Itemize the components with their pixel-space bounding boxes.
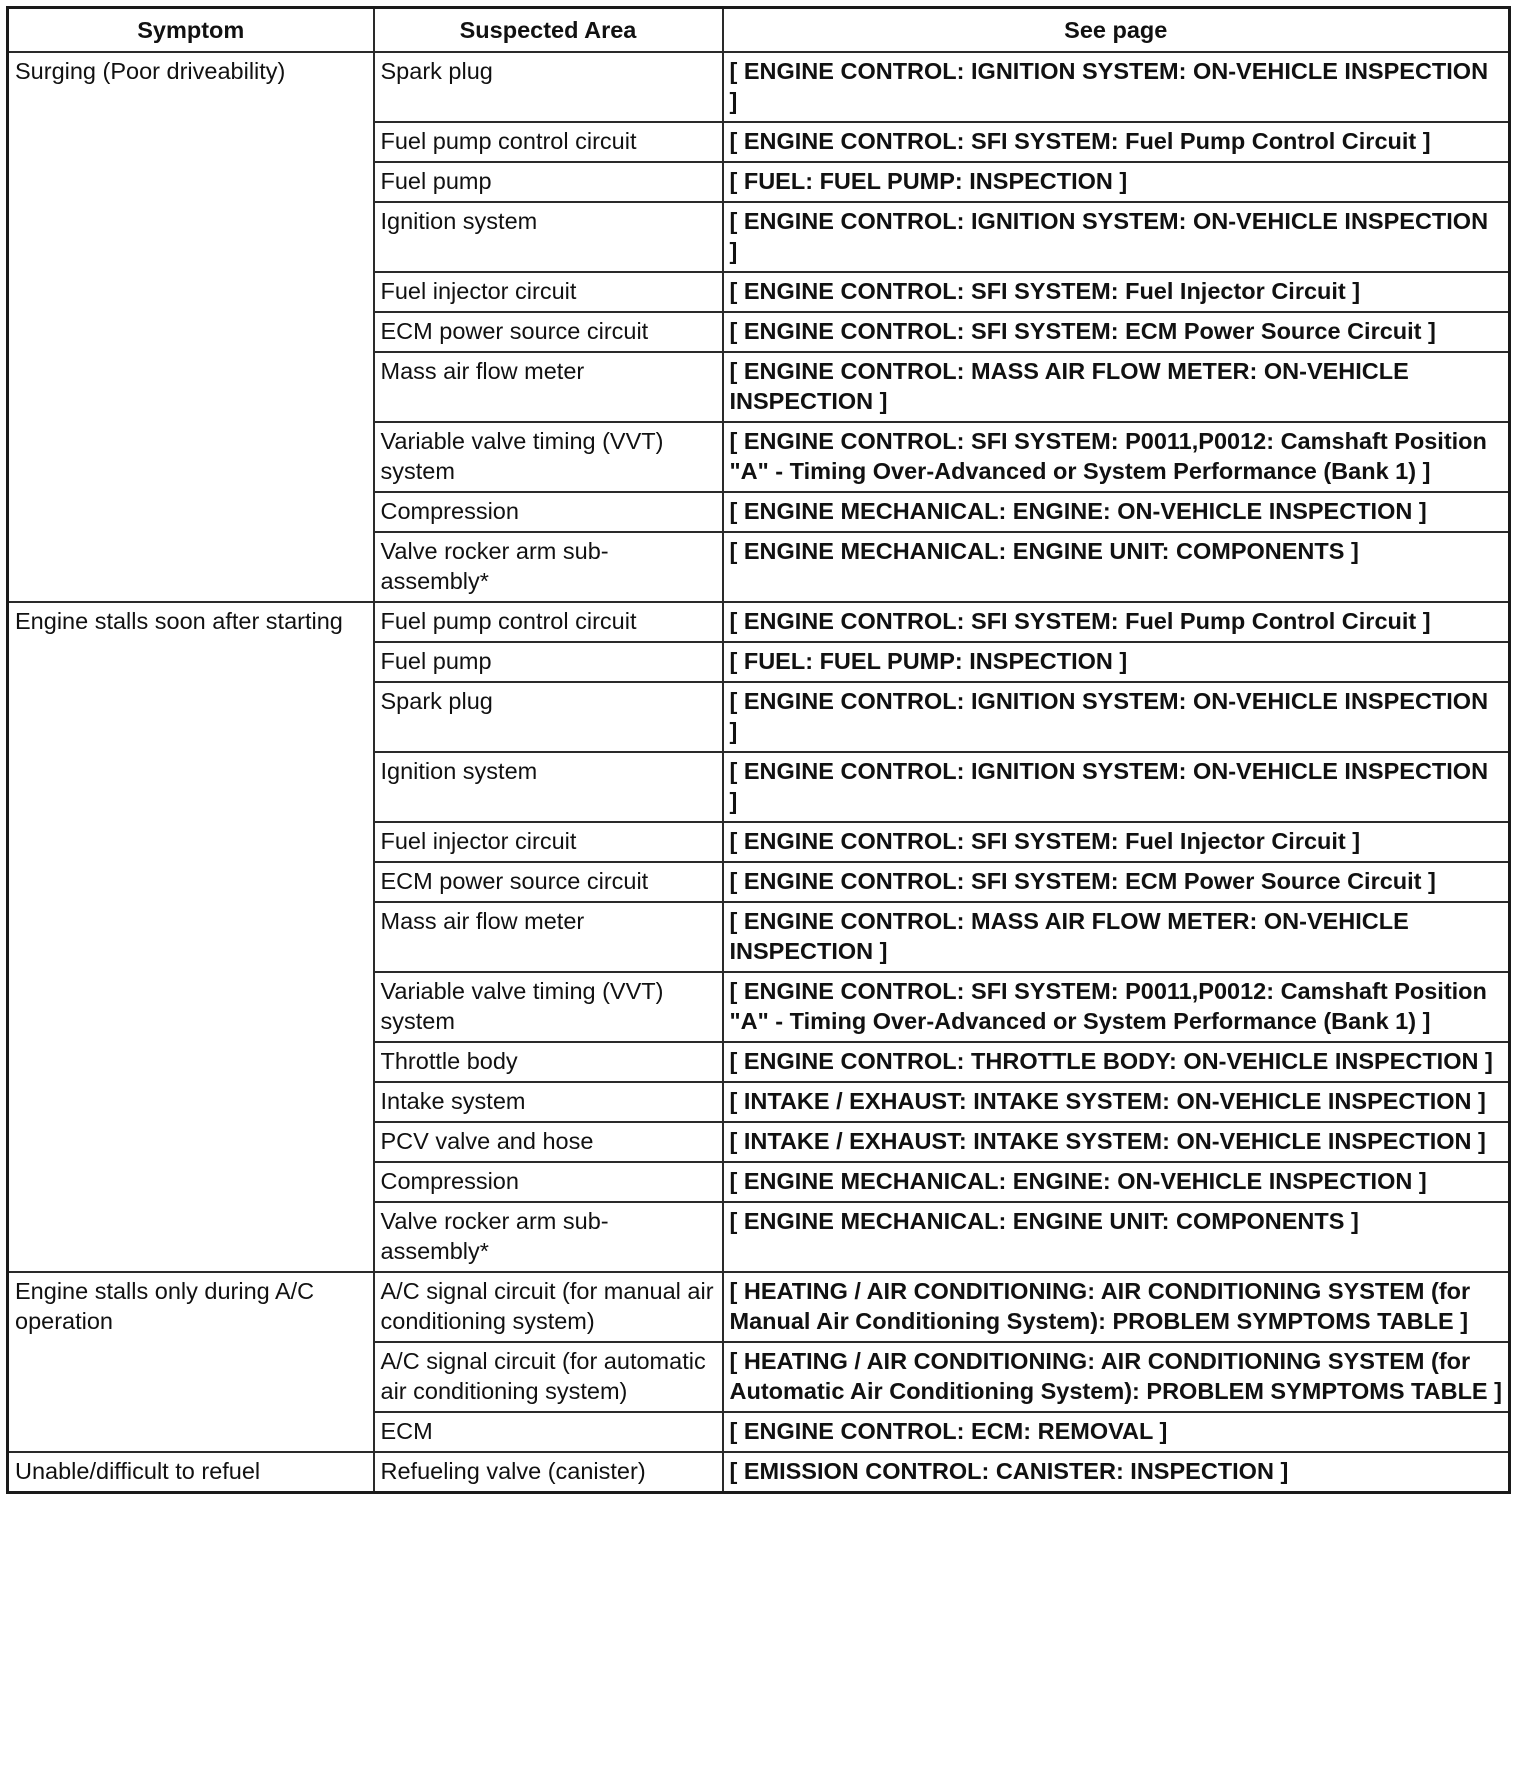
symptom-cell: Engine stalls only during A/C operation bbox=[8, 1272, 374, 1452]
see-page-reference[interactable]: [ ENGINE CONTROL: SFI SYSTEM: ECM Power Source Circuit ] bbox=[723, 862, 1510, 902]
see-page-reference[interactable]: [ ENGINE CONTROL: MASS AIR FLOW METER: ON-VEHICLE INSPECTION ] bbox=[723, 352, 1510, 422]
suspected-area-cell: Valve rocker arm sub-assembly* bbox=[374, 532, 723, 602]
problem-symptoms-table bbox=[6, 6, 1511, 1494]
see-page-reference[interactable]: [ ENGINE CONTROL: SFI SYSTEM: ECM Power Source Circuit ] bbox=[723, 312, 1510, 352]
suspected-area-cell: ECM bbox=[374, 1412, 723, 1452]
suspected-area-cell: Fuel injector circuit bbox=[374, 272, 723, 312]
see-page-reference[interactable]: [ INTAKE / EXHAUST: INTAKE SYSTEM: ON-VEHICLE INSPECTION ] bbox=[723, 1122, 1510, 1162]
header-row bbox=[8, 8, 1510, 53]
header-suspected-area: Suspected Area bbox=[374, 8, 723, 53]
table-row bbox=[8, 1272, 1510, 1342]
suspected-area-cell: Variable valve timing (VVT) system bbox=[374, 972, 723, 1042]
header-see-page: See page bbox=[723, 8, 1510, 53]
see-page-reference[interactable]: [ ENGINE CONTROL: MASS AIR FLOW METER: ON-VEHICLE INSPECTION ] bbox=[723, 902, 1510, 972]
suspected-area-cell: Ignition system bbox=[374, 752, 723, 822]
suspected-area-cell: ECM power source circuit bbox=[374, 862, 723, 902]
see-page-reference[interactable]: [ ENGINE MECHANICAL: ENGINE: ON-VEHICLE INSPECTION ] bbox=[723, 492, 1510, 532]
suspected-area-cell: Fuel pump bbox=[374, 162, 723, 202]
suspected-area-cell: A/C signal circuit (for automatic air conditioning system) bbox=[374, 1342, 723, 1412]
see-page-reference[interactable]: [ ENGINE CONTROL: SFI SYSTEM: P0011,P0012: Camshaft Position "A" - Timing Over-Advanced or System Performance (Bank 1) ] bbox=[723, 422, 1510, 492]
see-page-reference[interactable]: [ ENGINE CONTROL: IGNITION SYSTEM: ON-VEHICLE INSPECTION ] bbox=[723, 682, 1510, 752]
see-page-reference[interactable]: [ ENGINE CONTROL: IGNITION SYSTEM: ON-VEHICLE INSPECTION ] bbox=[723, 752, 1510, 822]
header-symptom: Symptom bbox=[8, 8, 374, 53]
table-row bbox=[8, 1452, 1510, 1493]
suspected-area-cell: Fuel injector circuit bbox=[374, 822, 723, 862]
suspected-area-cell: Fuel pump control circuit bbox=[374, 602, 723, 642]
symptom-cell: Engine stalls soon after starting bbox=[8, 602, 374, 1272]
see-page-reference[interactable]: [ ENGINE MECHANICAL: ENGINE UNIT: COMPONENTS ] bbox=[723, 532, 1510, 602]
suspected-area-cell: Spark plug bbox=[374, 52, 723, 122]
table-row bbox=[8, 602, 1510, 642]
suspected-area-cell: Spark plug bbox=[374, 682, 723, 752]
see-page-reference[interactable]: [ INTAKE / EXHAUST: INTAKE SYSTEM: ON-VEHICLE INSPECTION ] bbox=[723, 1082, 1510, 1122]
see-page-reference[interactable]: [ HEATING / AIR CONDITIONING: AIR CONDITIONING SYSTEM (for Manual Air Conditioning System): PROBLEM SYMPTOMS TABLE ] bbox=[723, 1272, 1510, 1342]
suspected-area-cell: Fuel pump control circuit bbox=[374, 122, 723, 162]
suspected-area-cell: Mass air flow meter bbox=[374, 902, 723, 972]
see-page-reference[interactable]: [ ENGINE MECHANICAL: ENGINE: ON-VEHICLE INSPECTION ] bbox=[723, 1162, 1510, 1202]
suspected-area-cell: Ignition system bbox=[374, 202, 723, 272]
see-page-reference[interactable]: [ FUEL: FUEL PUMP: INSPECTION ] bbox=[723, 642, 1510, 682]
symptom-cell: Surging (Poor driveability) bbox=[8, 52, 374, 602]
suspected-area-cell: Refueling valve (canister) bbox=[374, 1452, 723, 1493]
suspected-area-cell: Variable valve timing (VVT) system bbox=[374, 422, 723, 492]
suspected-area-cell: Intake system bbox=[374, 1082, 723, 1122]
table-body bbox=[8, 52, 1510, 1493]
suspected-area-cell: Compression bbox=[374, 492, 723, 532]
see-page-reference[interactable]: [ ENGINE MECHANICAL: ENGINE UNIT: COMPONENTS ] bbox=[723, 1202, 1510, 1272]
symptom-cell: Unable/difficult to refuel bbox=[8, 1452, 374, 1493]
see-page-reference[interactable]: [ ENGINE CONTROL: SFI SYSTEM: Fuel Injector Circuit ] bbox=[723, 822, 1510, 862]
see-page-reference[interactable]: [ ENGINE CONTROL: SFI SYSTEM: Fuel Pump Control Circuit ] bbox=[723, 602, 1510, 642]
see-page-reference[interactable]: [ ENGINE CONTROL: SFI SYSTEM: Fuel Pump Control Circuit ] bbox=[723, 122, 1510, 162]
suspected-area-cell: Mass air flow meter bbox=[374, 352, 723, 422]
suspected-area-cell: Fuel pump bbox=[374, 642, 723, 682]
suspected-area-cell: Throttle body bbox=[374, 1042, 723, 1082]
suspected-area-cell: ECM power source circuit bbox=[374, 312, 723, 352]
see-page-reference[interactable]: [ HEATING / AIR CONDITIONING: AIR CONDITIONING SYSTEM (for Automatic Air Conditioning System): PROBLEM SYMPTOMS TABLE ] bbox=[723, 1342, 1510, 1412]
see-page-reference[interactable]: [ ENGINE CONTROL: THROTTLE BODY: ON-VEHICLE INSPECTION ] bbox=[723, 1042, 1510, 1082]
suspected-area-cell: Valve rocker arm sub-assembly* bbox=[374, 1202, 723, 1272]
table-row bbox=[8, 52, 1510, 122]
suspected-area-cell: Compression bbox=[374, 1162, 723, 1202]
see-page-reference[interactable]: [ ENGINE CONTROL: IGNITION SYSTEM: ON-VEHICLE INSPECTION ] bbox=[723, 202, 1510, 272]
problem-symptoms-sheet bbox=[6, 6, 1508, 1494]
see-page-reference[interactable]: [ ENGINE CONTROL: SFI SYSTEM: P0011,P0012: Camshaft Position "A" - Timing Over-Advanced or System Performance (Bank 1) ] bbox=[723, 972, 1510, 1042]
suspected-area-cell: A/C signal circuit (for manual air conditioning system) bbox=[374, 1272, 723, 1342]
see-page-reference[interactable]: [ ENGINE CONTROL: IGNITION SYSTEM: ON-VEHICLE INSPECTION ] bbox=[723, 52, 1510, 122]
see-page-reference[interactable]: [ ENGINE CONTROL: SFI SYSTEM: Fuel Injector Circuit ] bbox=[723, 272, 1510, 312]
see-page-reference[interactable]: [ EMISSION CONTROL: CANISTER: INSPECTION ] bbox=[723, 1452, 1510, 1493]
see-page-reference[interactable]: [ ENGINE CONTROL: ECM: REMOVAL ] bbox=[723, 1412, 1510, 1452]
suspected-area-cell: PCV valve and hose bbox=[374, 1122, 723, 1162]
see-page-reference[interactable]: [ FUEL: FUEL PUMP: INSPECTION ] bbox=[723, 162, 1510, 202]
